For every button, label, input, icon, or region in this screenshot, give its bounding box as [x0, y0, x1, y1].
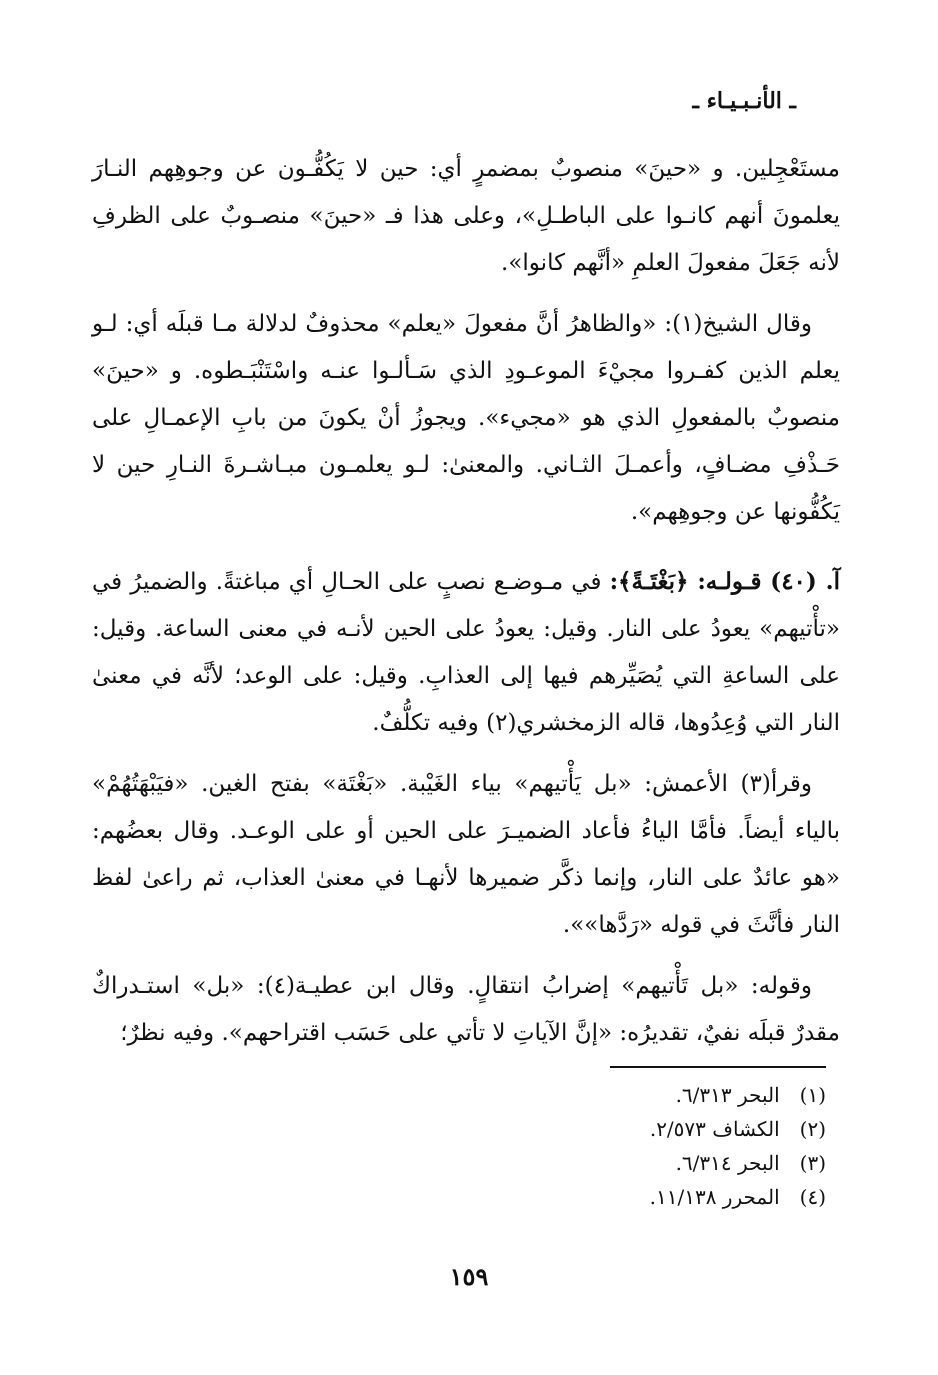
footnote-text: البحر ٦/٣١٣.	[675, 1083, 780, 1107]
running-header: ـ الأنـبـيـاء ـ	[692, 88, 796, 114]
verse-commentary	[92, 558, 840, 747]
paragraph-5: وقوله: «بل تَأْتيهم» إضرابُ انتقالٍ. وقال ابن عطيـة(٤): «بل» استـدراكٌ مقدرٌ قبلَه نفيٌ، تقديرُه: «إنَّ الآياتِ لا تأتي على حَسَب اقتراحهم». وفيه نظرٌ؛	[92, 973, 840, 1046]
footnote-text: الكشاف ٢/٥٧٣.	[649, 1117, 780, 1141]
footnote-divider	[610, 1066, 826, 1068]
footnotes	[406, 1078, 826, 1214]
paragraph-2: وقال الشيخ(١): «والظاهرُ أنَّ مفعولَ «يعلم» محذوفٌ لدلالة مـا قبلَه أي: لـو يعلم الذين كفـروا مجيْءَ الموعـودِ الذي سَـألـوا عنـه واسْتَنْبَـطوه. و «حينَ» منصوبٌ بالمفعولِ الذي هو «مجيء». ويجوزُ أنْ يكونَ من بابِ الإعمـالِ على حَـذْفِ مضـافٍ، وأعمـلَ الثـاني. والمعنىٰ: لـو يعلمـون مبـاشـرةَ النـارِ حين لا يَكُفُّونها عن وجوهِهم».	[92, 311, 840, 525]
footnote-number: (٤)	[799, 1185, 826, 1209]
footnote-number: (١)	[799, 1083, 826, 1107]
footnote-4	[406, 1180, 826, 1214]
paragraph-4: وقرأ(٣) الأعمش: «بل يَأْتيهم» بياء الغَيْبة. «بَغْتَة» بفتح الغين. «فيَبْهَتُهُمْ» بالياء أيضاً. فأمَّا الياءُ فأعاد الضميـرَ على الحين أو على الوعـد. وقال بعضُهم: «هو عائدٌ على النار، وإنما ذكَّر ضميرها لأنهـا في معنىٰ العذاب، ثم راعىٰ لفظ النار فأنَّثَ في قوله «رَدَّها»».	[92, 771, 840, 938]
verse-commentary-start: في مـوضـع نصبٍ على الحـالِ أي	[288, 569, 610, 595]
footnote-2	[406, 1112, 826, 1146]
main-text	[92, 146, 840, 1071]
footnote-number: (٣)	[799, 1151, 826, 1175]
paragraph-3: مباغتةً. والضميرُ في «تأْتيهم» يعودُ على النار. وقيل: يعودُ على الحين لأنـه في معنى الساعة. وقيل: على الساعةِ التي يُصَيِّرهم فيها إلى العذابِ. وقيل: على الوعد؛ لأنَّه في معنىٰ النار التي وُعِدُوها، قاله الزمخشري(٢) وفيه تكلُّفٌ.	[92, 569, 840, 736]
footnote-text: المحرر ١١/١٣٨.	[649, 1185, 780, 1209]
paragraph-1: مستَعْجِلين. و «حينَ» منصوبٌ بمضمرٍ أي: حين لا يَكُفُّـون عن وجوهِهم النـارَ يعلمونَ أنهم كانـوا على الباطـلِ»، وعلى هذا فـ «حينَ» منصـوبٌ على الظرفِ لأنه جَعَلَ مفعولَ العلمِ «أنَّهم كانوا».	[92, 156, 840, 276]
verse-reference: آ. (٤٠) قـولـه: ﴿بَغْتَـةً﴾:	[609, 568, 841, 595]
page-number: ١٥٩	[449, 1262, 489, 1291]
footnote-3	[406, 1146, 826, 1180]
footnote-1	[406, 1078, 826, 1112]
footnote-number: (٢)	[799, 1117, 826, 1141]
footnote-text: البحر ٦/٣١٤.	[675, 1151, 780, 1175]
